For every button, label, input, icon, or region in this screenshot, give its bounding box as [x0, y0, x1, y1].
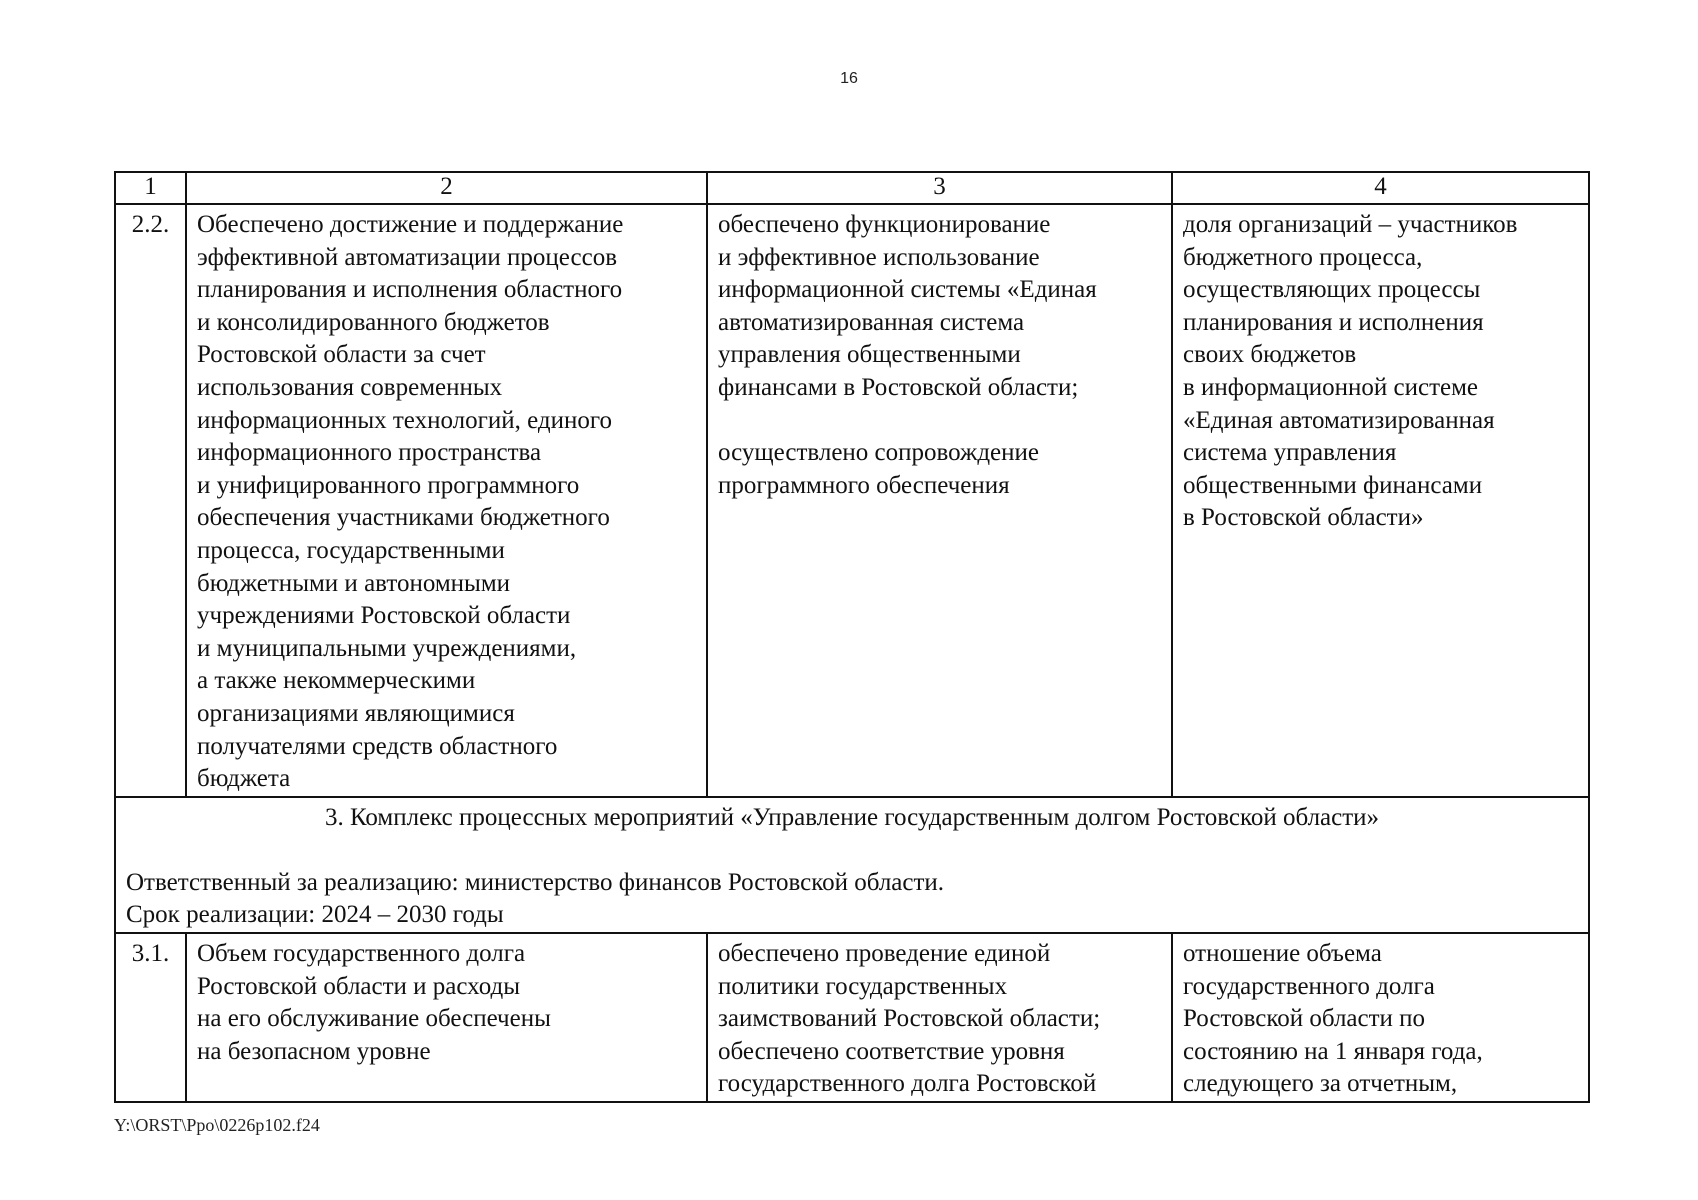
text-line: программного обеспечения [718, 471, 1010, 499]
text-line: бюджетного процесса, [1183, 243, 1423, 271]
text-line: эффективной автоматизации процессов [197, 243, 617, 271]
text-line: Объем государственного долга [197, 940, 526, 968]
text-line: «Единая автоматизированная [1183, 406, 1495, 434]
text-line: учреждениями Ростовской области [197, 602, 571, 630]
text-line: на безопасном уровне [197, 1037, 431, 1065]
text-line: и консолидированного бюджетов [197, 308, 550, 336]
text-line: использования современных [197, 373, 503, 401]
text-line: государственного долга [1183, 972, 1435, 1000]
text-line: Ростовской области по [1183, 1005, 1426, 1033]
table-row [115, 204, 1589, 797]
text-line: процесса, государственными [197, 536, 505, 564]
text-line: управления общественными [718, 341, 1021, 369]
text-line: на его обслуживание обеспечены [197, 1005, 551, 1033]
section-term: Срок реализации: 2024 – 2030 годы [126, 901, 504, 929]
text-line: осуществляющих процессы [1183, 276, 1481, 304]
row-number: 2.2. [115, 204, 186, 797]
page-number: 16 [840, 70, 858, 87]
text-line: и эффективное использование [718, 243, 1040, 271]
text-line: обеспечено функционирование [718, 211, 1051, 238]
file-path-footer: Y:\ORST\Ppo\0226p102.f24 [114, 1115, 320, 1135]
text-line: в Ростовской области» [1183, 504, 1424, 532]
program-table [114, 171, 1590, 1103]
text-line: доля организаций – участников [1183, 211, 1518, 238]
task-description-cell [186, 204, 707, 797]
text-line: и муниципальными учреждениями, [197, 634, 577, 662]
text-line: следующего за отчетным, [1183, 1070, 1458, 1098]
text-line: планирования и исполнения [1183, 308, 1484, 336]
text-line: планирования и исполнения областного [197, 276, 623, 304]
row-number: 3.1. [115, 933, 186, 1102]
result-description-cell [707, 204, 1172, 797]
header-col-3: 3 [707, 172, 1172, 204]
text-line: состоянию на 1 января года, [1183, 1037, 1483, 1065]
section-title: 3. Комплекс процессных мероприятий «Управление государственным долгом Ростовской области» [324, 803, 1380, 831]
text-line: финансами в Ростовской области; [718, 373, 1079, 401]
text-line: автоматизированная система [718, 308, 1025, 336]
text-line: информационной системы «Единая [718, 276, 1097, 304]
text-line: общественными финансами [1183, 471, 1483, 499]
header-col-4: 4 [1172, 172, 1589, 204]
text-line: бюджета [197, 765, 291, 793]
text-line: обеспечено соответствие уровня [718, 1037, 1065, 1065]
header-col-1: 1 [115, 172, 186, 204]
text-line: бюджетными и автономными [197, 569, 511, 597]
section-responsible: Ответственный за реализацию: министерство финансов Ростовской области. [126, 868, 945, 896]
text-line: государственного долга Ростовской [718, 1070, 1097, 1098]
text-line: информационного пространства [197, 439, 542, 467]
text-line: а также некоммерческими [197, 667, 476, 695]
table-row [115, 933, 1589, 1102]
text-line: Ростовской области и расходы [197, 972, 521, 1000]
paragraph-gap [126, 834, 1578, 867]
text-line: политики государственных [718, 972, 1008, 1000]
text-line: заимствований Ростовской области; [718, 1005, 1101, 1033]
text-line: Ростовской области за счет [197, 341, 486, 369]
header-col-2: 2 [186, 172, 707, 204]
text-line: в информационной системе [1183, 373, 1479, 401]
table-header-row [115, 172, 1589, 204]
text-line: система управления [1183, 439, 1397, 467]
text-line: осуществлено сопровождение [718, 439, 1039, 467]
text-line: организациями являющимися [197, 699, 515, 727]
section-header-cell [115, 797, 1589, 933]
text-line: информационных технологий, единого [197, 406, 612, 434]
text-line: своих бюджетов [1183, 341, 1357, 369]
indicator-cell [1172, 933, 1589, 1102]
text-line: получателями средств областного [197, 732, 558, 760]
result-description-cell [707, 933, 1172, 1102]
paragraph-gap [718, 405, 1161, 438]
indicator-cell [1172, 204, 1589, 797]
section-row [115, 797, 1589, 933]
text-line: и унифицированного программного [197, 471, 580, 499]
task-description-cell [186, 933, 707, 1102]
text-line: отношение объема [1183, 940, 1382, 968]
text-line: обеспечено проведение единой [718, 940, 1051, 968]
text-line: обеспечения участниками бюджетного [197, 504, 610, 532]
text-line: Обеспечено достижение и поддержание [197, 211, 624, 238]
